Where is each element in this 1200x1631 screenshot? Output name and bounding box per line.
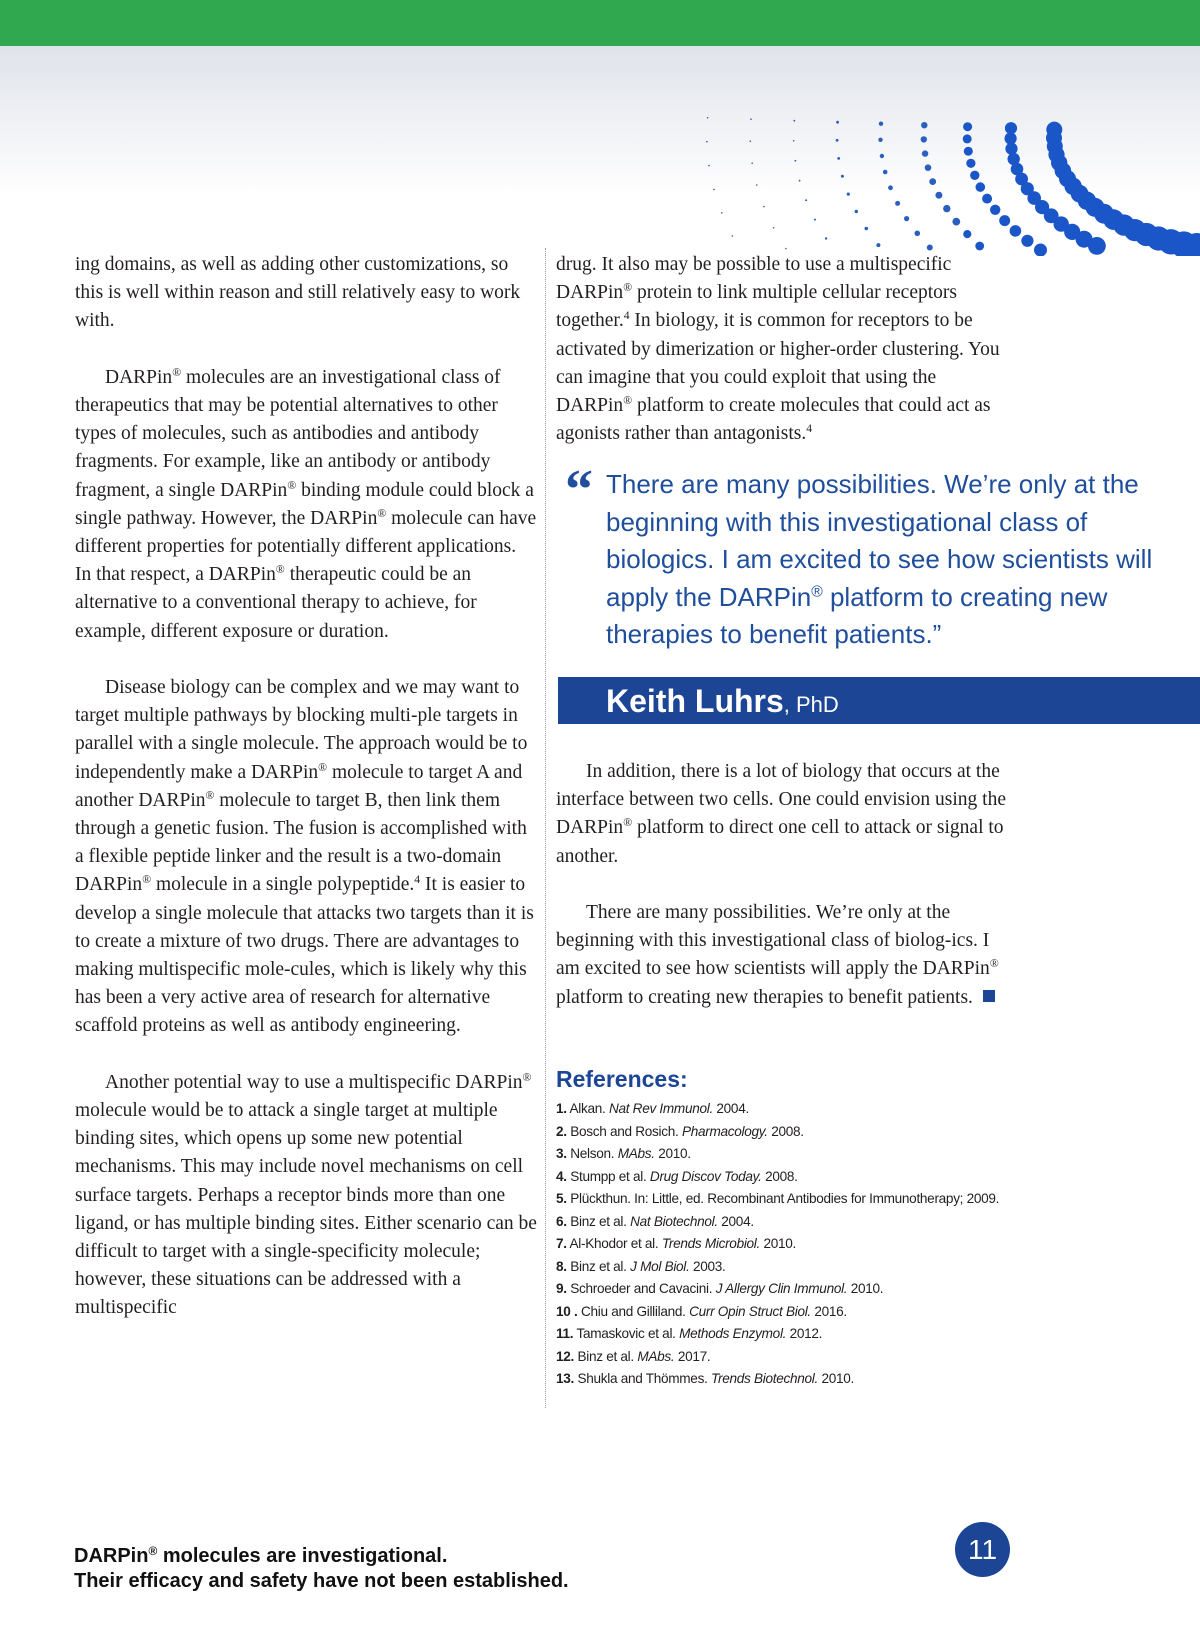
reference-year: 2004. bbox=[717, 1213, 754, 1229]
reference-authors: Schroeder and Cavacini. bbox=[570, 1281, 716, 1296]
page-number-badge: 11 bbox=[955, 1522, 1010, 1577]
halftone-dot bbox=[999, 215, 1010, 226]
pull-quote-text: There are many possibilities. We’re only at the beginning with this investigational class of biologics. I am excited to see how scientists will apply the DARPin® platform to creating new therapies to benefit patients.” bbox=[606, 469, 1153, 649]
attribution-name: Keith Luhrs, PhD bbox=[606, 683, 839, 719]
reference-journal: Trends Biotechnol. bbox=[711, 1371, 818, 1386]
reference-item bbox=[556, 1166, 1056, 1189]
reference-number: 4. bbox=[556, 1168, 567, 1184]
left-paragraph-1: ing domains, as well as adding other customizations, so this is well within reason and still relatively easy to work with. bbox=[75, 254, 521, 332]
reference-number: 9. bbox=[556, 1281, 567, 1296]
reference-number: 2. bbox=[556, 1123, 567, 1139]
references-heading: References: bbox=[556, 1066, 688, 1092]
reference-authors: Binz et al. bbox=[570, 1258, 631, 1274]
reference-year: 2010. bbox=[847, 1281, 884, 1296]
reference-year: 2010. bbox=[654, 1146, 691, 1161]
halftone-dot bbox=[713, 189, 715, 191]
left-paragraph-4: Another potential way to use a multispecific DARPin® molecule would be to attack a single target at multiple binding sites, which opens up some new potential mechanisms. This may include novel mechanisms on cell surface targets. Perhaps a receptor binds more than one ligand, or has multiple binding sites. Either scenario can be difficult to target with a single-specificity molecule; however, these situations can be addressed with a multispecific bbox=[75, 1070, 537, 1319]
halftone-dot bbox=[763, 206, 765, 208]
reference-number: 13. bbox=[556, 1371, 574, 1386]
quote-mark-icon: “ bbox=[565, 459, 593, 521]
halftone-dot bbox=[1005, 122, 1017, 134]
halftone-dot bbox=[966, 159, 975, 168]
halftone-dot bbox=[876, 243, 880, 247]
halftone-dot bbox=[756, 184, 758, 186]
reference-item bbox=[556, 1256, 1056, 1279]
reference-item bbox=[556, 1098, 1056, 1121]
reference-item bbox=[556, 1143, 1056, 1166]
halftone-dot bbox=[921, 136, 927, 142]
reference-number: 8. bbox=[556, 1258, 567, 1274]
halftone-dot bbox=[879, 122, 883, 126]
reference-authors: Binz et al. bbox=[577, 1348, 638, 1364]
halftone-dot bbox=[963, 134, 972, 143]
reference-journal: Trends Microbiol. bbox=[661, 1236, 760, 1251]
halftone-dot bbox=[880, 154, 884, 158]
halftone-dot bbox=[785, 248, 787, 250]
reference-item bbox=[556, 1301, 1056, 1324]
reference-journal: Methods Enzymol. bbox=[679, 1326, 787, 1341]
halftone-dot bbox=[963, 230, 971, 238]
halftone-dot bbox=[1046, 122, 1062, 138]
halftone-dot bbox=[883, 170, 888, 175]
reference-number: 7. bbox=[556, 1236, 567, 1251]
halftone-dot bbox=[836, 121, 839, 124]
right-column-top bbox=[556, 251, 1016, 448]
reference-authors: Tamaskovic et al. bbox=[576, 1326, 680, 1341]
end-mark-square-icon bbox=[983, 990, 995, 1002]
reference-year: 2017. bbox=[674, 1348, 711, 1364]
halftone-dot bbox=[750, 140, 752, 142]
halftone-dot bbox=[943, 205, 950, 212]
footer-line-2: Their efficacy and safety have not been established. bbox=[74, 1570, 569, 1592]
reference-item bbox=[556, 1233, 1056, 1256]
reference-item bbox=[556, 1368, 1056, 1391]
reference-authors: Binz et al. bbox=[570, 1213, 631, 1229]
column-divider bbox=[545, 248, 546, 1408]
halftone-dot bbox=[952, 218, 960, 226]
attribution-degree: , PhD bbox=[783, 692, 839, 717]
halftone-dot bbox=[841, 175, 844, 178]
reference-authors: Bosch and Rosich. bbox=[570, 1123, 682, 1139]
left-paragraph-2: DARPin® molecules are an investigational class of therapeutics that may be potential alternatives to other types of molecules, such as antibodies and antibody fragments. For example, like an antibody or antibody fragment, a single DARPin® binding module could block a single pathway. However, the DARPin® molecule can have different properties for potentially different applications. In that respect, a DARPin® therapeutic could be an alternative to a conventional therapy to achieve, for example, different exposure or duration. bbox=[75, 365, 537, 642]
reference-authors: Chiu and Gilliland. bbox=[580, 1303, 690, 1319]
halftone-dot bbox=[805, 199, 807, 201]
halftone-dot bbox=[990, 205, 1000, 215]
halftone-dot bbox=[888, 185, 893, 190]
reference-journal: MAbs. bbox=[617, 1146, 655, 1161]
reference-item bbox=[556, 1188, 1056, 1211]
halftone-dot bbox=[793, 120, 795, 122]
halftone-dot bbox=[721, 212, 723, 214]
reference-year: 2004. bbox=[712, 1101, 749, 1116]
reference-authors: Plückthun. In: Little, ed. Recombinant Antibodies for Immunotherapy; 2009. bbox=[570, 1191, 1000, 1206]
halftone-dot bbox=[837, 157, 840, 160]
reference-authors: Alkan. bbox=[569, 1101, 609, 1116]
halftone-dot bbox=[707, 117, 709, 119]
attribution-bar bbox=[558, 677, 1200, 724]
halftone-dot bbox=[925, 164, 932, 171]
reference-number: 12. bbox=[556, 1348, 574, 1364]
halftone-dot bbox=[708, 165, 710, 167]
halftone-dot bbox=[799, 180, 801, 182]
halftone-dot bbox=[855, 210, 858, 213]
right-column-bottom bbox=[556, 758, 1016, 1012]
reference-item bbox=[556, 1278, 1056, 1301]
reference-journal: Nat Rev Immunol. bbox=[608, 1101, 713, 1116]
reference-number: 10 . bbox=[556, 1303, 578, 1319]
halftone-dot bbox=[773, 227, 775, 229]
reference-number: 1. bbox=[556, 1101, 567, 1116]
halftone-dot bbox=[706, 141, 708, 143]
halftone-dot bbox=[921, 122, 927, 128]
halftone-dot bbox=[975, 242, 984, 251]
halftone-dot bbox=[895, 201, 900, 206]
reference-year: 2010. bbox=[760, 1236, 796, 1251]
halftone-dot bbox=[982, 194, 992, 204]
halftone-dot bbox=[751, 162, 753, 164]
halftone-dot bbox=[836, 139, 839, 142]
reference-number: 3. bbox=[556, 1146, 567, 1161]
reference-item bbox=[556, 1323, 1056, 1346]
halftone-dot bbox=[793, 140, 795, 142]
references-list bbox=[556, 1098, 1056, 1391]
reference-journal: Nat Biotechnol. bbox=[630, 1213, 718, 1229]
reference-item bbox=[556, 1211, 1056, 1234]
halftone-dot bbox=[865, 227, 869, 231]
right-paragraph-1: drug. It also may be possible to use a multispecific DARPin® protein to link multiple cellular receptors together.$^4$ In biology, it is common for receptors to be activated by dimerization or higher-order clustering. You can imagine that you could exploit that using the DARPin® platform to create molecules that could act as agonists rather than antagonists.$^4$ bbox=[556, 254, 1000, 445]
reference-journal: J Allergy Clin Immunol. bbox=[715, 1281, 848, 1296]
halftone-dot bbox=[847, 193, 850, 196]
reference-journal: J Mol Biol. bbox=[630, 1258, 690, 1274]
right-paragraph-3: There are many possibilities. We’re only at the beginning with this investigational class of biolog-ics. I am excited to see how scientists will apply the DARPin® platform to creating new therapies to benefit patients. bbox=[556, 902, 999, 1008]
halftone-dot bbox=[1021, 235, 1033, 247]
reference-journal: Curr Opin Struct Biol. bbox=[689, 1303, 811, 1319]
halftone-dot bbox=[1010, 225, 1022, 237]
footer-line-1: DARPin® molecules are investigational. bbox=[74, 1543, 448, 1567]
reference-number: 5. bbox=[556, 1191, 567, 1206]
halftone-dot bbox=[964, 147, 973, 156]
reference-number: 6. bbox=[556, 1213, 567, 1229]
reference-year: 2003. bbox=[689, 1258, 726, 1274]
halftone-dot bbox=[904, 216, 909, 221]
reference-year: 2008. bbox=[761, 1168, 798, 1184]
reference-year: 2010. bbox=[817, 1371, 854, 1386]
reference-item bbox=[556, 1121, 1056, 1144]
footer-disclaimer bbox=[74, 1544, 569, 1594]
halftone-dot bbox=[1008, 153, 1020, 165]
halftone-dot bbox=[963, 122, 972, 131]
halftone-dot bbox=[814, 219, 816, 221]
header-green-bar bbox=[0, 0, 1200, 46]
reference-journal: Drug Discov Today. bbox=[649, 1168, 762, 1184]
reference-journal: MAbs. bbox=[637, 1348, 675, 1364]
halftone-dot bbox=[1034, 244, 1047, 257]
halftone-dot bbox=[732, 235, 734, 237]
halftone-dot bbox=[929, 178, 936, 185]
reference-authors: Al-Khodor et al. bbox=[569, 1236, 662, 1251]
halftone-dot bbox=[915, 231, 921, 237]
reference-year: 2012. bbox=[786, 1326, 823, 1341]
halftone-dot bbox=[750, 118, 752, 120]
reference-authors: Nelson. bbox=[570, 1146, 618, 1161]
halftone-dot bbox=[878, 138, 882, 142]
halftone-dot bbox=[927, 245, 933, 251]
reference-authors: Stumpp et al. bbox=[570, 1168, 650, 1184]
halftone-dot bbox=[935, 192, 942, 199]
reference-number: 11. bbox=[556, 1326, 574, 1341]
halftone-dot bbox=[922, 150, 928, 156]
halftone-dot bbox=[795, 160, 797, 162]
left-paragraph-3: Disease biology can be complex and we may want to target multiple pathways by blocking multi-ple targets in parallel with a single molecule. The approach would be to independently make a DARPin® molecule to target A and another DARPin® molecule to target B, then link them through a genetic fusion. The fusion is accomplished with a flexible peptide linker and the result is a two-domain DARPin® molecule in a single polypeptide.$^4$ It is easier to develop a single molecule that attacks two targets than it is to create a mixture of two drugs. There are advantages to making multispecific mole-cules, which is likely why this has been a very active area of research for alternative scaffold proteins as well as antibody engineering. bbox=[75, 677, 534, 1037]
right-paragraph-2: In addition, there is a lot of biology that occurs at the interface between two cells. One could envision using the DARPin® platform to direct one cell to attack or signal to another. bbox=[556, 761, 1006, 867]
reference-journal: Pharmacology. bbox=[681, 1123, 768, 1139]
halftone-dot bbox=[970, 171, 979, 180]
left-column bbox=[75, 251, 537, 1323]
references-section bbox=[556, 1065, 1056, 1391]
halftone-dot bbox=[976, 182, 986, 192]
reference-authors: Shukla and Thömmes. bbox=[577, 1371, 712, 1386]
halftone-dot bbox=[825, 237, 827, 239]
halftone-dots-decoration bbox=[600, 46, 1200, 256]
reference-year: 2016. bbox=[810, 1303, 847, 1319]
reference-item bbox=[556, 1346, 1056, 1369]
reference-year: 2008. bbox=[767, 1123, 804, 1139]
